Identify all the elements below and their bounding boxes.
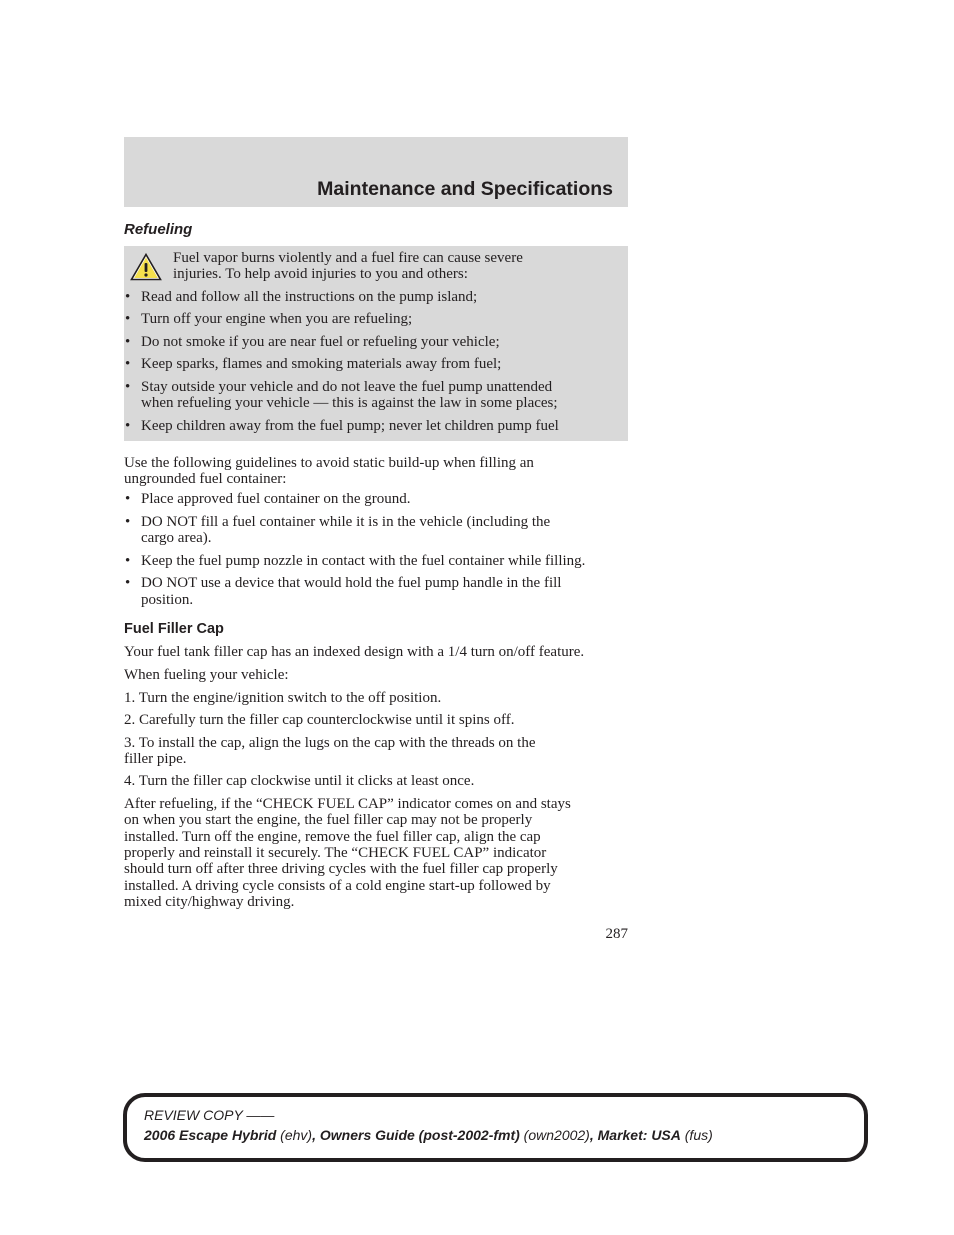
static-item-continued: position.: [141, 592, 194, 608]
bullet-marker: •: [125, 575, 131, 591]
static-item: Keep the fuel pump nozzle in contact with the fuel container while filling.: [141, 553, 586, 569]
warning-intro-line2: injuries. To help avoid injuries to you and others:: [173, 266, 468, 282]
warning-item: Turn off your engine when you are refueling;: [141, 311, 413, 327]
page-number: 287: [605, 926, 628, 942]
after-refueling-line: mixed city/highway driving.: [124, 894, 295, 910]
footer-guide: , Owners Guide (post-2002-fmt): [312, 1127, 520, 1143]
footer-market: USA: [651, 1127, 681, 1143]
warning-item: Keep children away from the fuel pump; never let children pump fuel: [141, 418, 559, 434]
warning-item: Read and follow all the instructions on the pump island;: [141, 289, 478, 305]
footer-guide-code: (own2002): [519, 1127, 590, 1143]
filler-cap-paragraph: When fueling your vehicle:: [124, 667, 289, 683]
bullet-marker: •: [125, 289, 131, 305]
bullet-marker: •: [125, 356, 131, 372]
filler-cap-step: 3. To install the cap, align the lugs on the cap with the threads on the: [124, 735, 536, 751]
warning-item: Keep sparks, flames and smoking materials away from fuel;: [141, 356, 502, 372]
after-refueling-line: installed. Turn off the engine, remove the fuel filler cap, align the cap: [124, 829, 541, 845]
static-item: DO NOT use a device that would hold the fuel pump handle in the fill: [141, 575, 562, 591]
filler-cap-step-continued: filler pipe.: [124, 751, 187, 767]
bullet-marker: •: [125, 379, 131, 395]
bullet-marker: •: [125, 334, 131, 350]
bullet-marker: •: [125, 311, 131, 327]
footer-review-label: REVIEW COPY ——: [144, 1107, 275, 1123]
warning-item: Stay outside your vehicle and do not leave the fuel pump unattended: [141, 379, 553, 395]
header-band: [124, 137, 628, 207]
fuel-filler-cap-heading: Fuel Filler Cap: [124, 621, 224, 637]
static-intro-line1: Use the following guidelines to avoid static build-up when filling an: [124, 455, 534, 471]
page-header-title: Maintenance and Specifications: [317, 178, 613, 200]
after-refueling-line: After refueling, if the “CHECK FUEL CAP” indicator comes on and stays: [124, 796, 571, 812]
after-refueling-line: installed. A driving cycle consists of a cold engine start-up followed by: [124, 878, 551, 894]
warning-triangle-icon: [130, 253, 162, 281]
bullet-marker: •: [125, 553, 131, 569]
footer-document-info: [144, 1127, 713, 1143]
after-refueling-line: properly and reinstall it securely. The “CHECK FUEL CAP” indicator: [124, 845, 547, 861]
footer-model: 2006 Escape Hybrid: [144, 1127, 277, 1143]
filler-cap-paragraph: Your fuel tank filler cap has an indexed design with a 1/4 turn on/off feature.: [124, 644, 585, 660]
bullet-marker: •: [125, 418, 131, 434]
warning-item-continued: when refueling your vehicle — this is against the law in some places;: [141, 395, 558, 411]
after-refueling-line: should turn off after three driving cycles with the fuel filler cap properly: [124, 861, 558, 877]
bullet-marker: •: [125, 491, 131, 507]
footer-market-code: (fus): [680, 1127, 713, 1143]
filler-cap-step: 1. Turn the engine/ignition switch to the off position.: [124, 690, 442, 706]
section-title: Refueling: [124, 221, 193, 238]
footer-market-label: , Market:: [589, 1127, 652, 1143]
static-item: Place approved fuel container on the ground.: [141, 491, 411, 507]
warning-intro-line1: Fuel vapor burns violently and a fuel fire can cause severe: [173, 250, 523, 266]
filler-cap-step: 4. Turn the filler cap clockwise until it clicks at least once.: [124, 773, 475, 789]
static-item: DO NOT fill a fuel container while it is in the vehicle (including the: [141, 514, 551, 530]
after-refueling-line: on when you start the engine, the fuel filler cap may not be properly: [124, 812, 533, 828]
bullet-marker: •: [125, 514, 131, 530]
filler-cap-step: 2. Carefully turn the filler cap counterclockwise until it spins off.: [124, 712, 515, 728]
static-intro-line2: ungrounded fuel container:: [124, 471, 287, 487]
footer-model-code: (ehv): [276, 1127, 313, 1143]
static-item-continued: cargo area).: [141, 530, 212, 546]
warning-item: Do not smoke if you are near fuel or refueling your vehicle;: [141, 334, 500, 350]
